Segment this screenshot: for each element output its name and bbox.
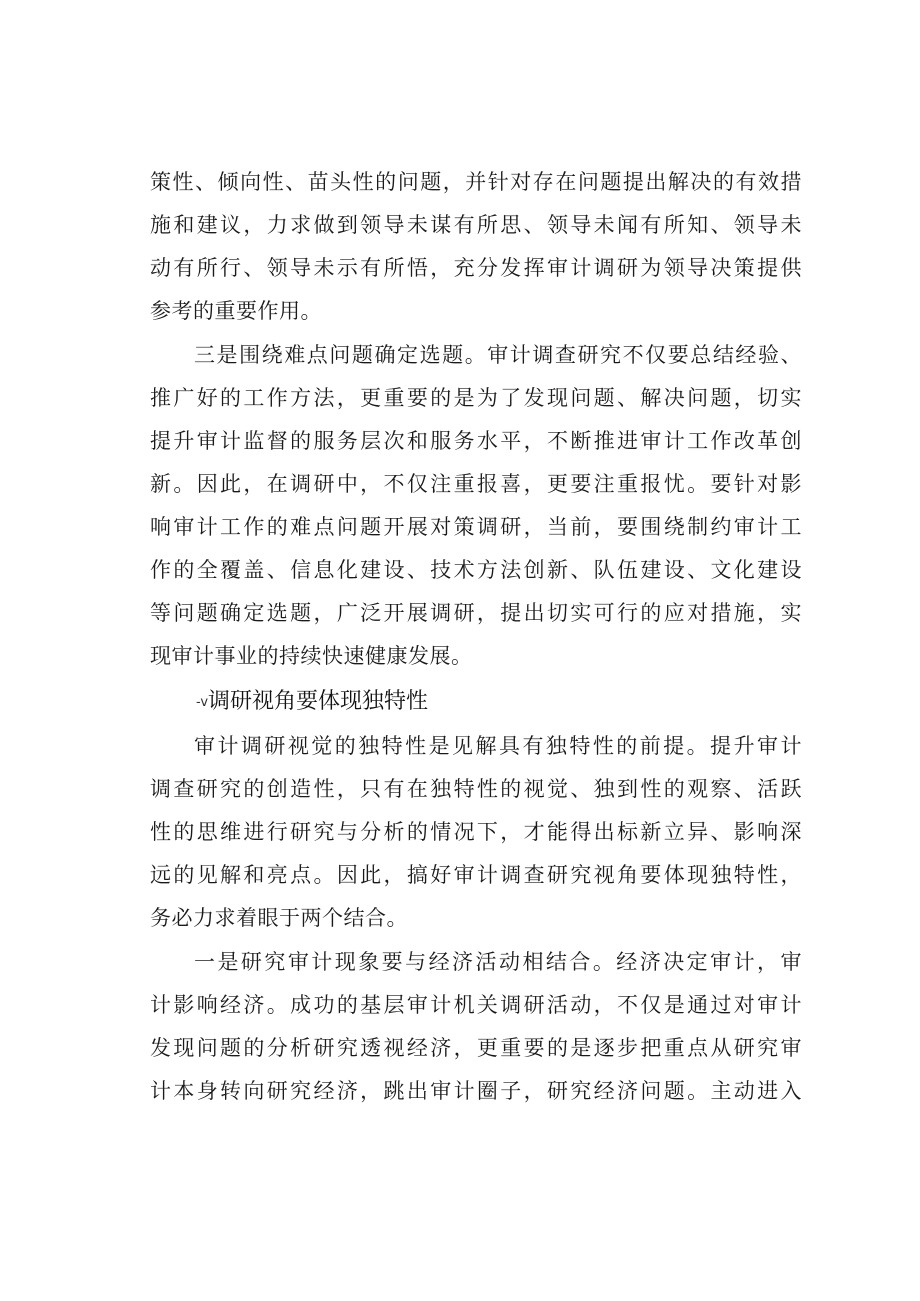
paragraph-line: 审计调研视觉的独特性是见解具有独特性的前提。提升审计 — [194, 734, 802, 758]
paragraph-line: 新。因此，在调研中，不仅注重报喜，更要注重报忧。要针对影 — [150, 472, 802, 496]
heading-text: 调研视角要体现独特性 — [208, 689, 429, 714]
paragraph-line: 三是围绕难点问题确定选题。审计调查研究不仅要总结经验、 — [194, 343, 802, 367]
heading-marker: -v — [196, 695, 209, 710]
paragraph-line: 施和建议，力求做到领导未谋有所思、领导未闻有所知、领导未 — [150, 213, 802, 237]
paragraph-line: 推广好的工作方法，更重要的是为了发现问题、解决问题，切实 — [150, 386, 802, 410]
paragraph-line: 等问题确定选题，广泛开展调研，提出切实可行的应对措施，实 — [150, 601, 802, 625]
section-heading — [196, 684, 428, 715]
paragraph-line: 作的全覆盖、信息化建设、技术方法创新、队伍建设、文化建设 — [150, 558, 802, 582]
paragraph-line: 计影响经济。成功的基层审计机关调研活动，不仅是通过对审计 — [150, 993, 802, 1017]
paragraph-line: 一是研究审计现象要与经济活动相结合。经济决定审计，审 — [194, 950, 802, 974]
paragraph-line: 动有所行、领导未示有所悟，充分发挥审计调研为领导决策提供 — [150, 256, 802, 280]
paragraph-line: 响审计工作的难点问题开展对策调研，当前，要围绕制约审计工 — [150, 515, 802, 539]
paragraph-line: 参考的重要作用。 — [150, 299, 322, 323]
paragraph-line: 计本身转向研究经济，跳出审计圈子，研究经济问题。主动进入 — [150, 1079, 802, 1103]
paragraph-line: 远的见解和亮点。因此，搞好审计调查研究视角要体现独特性， — [150, 863, 802, 887]
paragraph-line: 发现问题的分析研究透视经济，更重要的是逐步把重点从研究审 — [150, 1036, 802, 1060]
paragraph-line: 现审计事业的持续快速健康发展。 — [150, 644, 473, 668]
paragraph-line: 提升审计监督的服务层次和服务水平，不断推进审计工作改革创 — [150, 429, 802, 453]
paragraph-line: 调查研究的创造性，只有在独特性的视觉、独到性的观察、活跃 — [150, 777, 802, 801]
paragraph-line: 性的思维进行研究与分析的情况下，才能得出标新立异、影响深 — [150, 820, 802, 844]
paragraph-line: 策性、倾向性、苗头性的问题，并针对存在问题提出解决的有效措 — [150, 170, 802, 194]
paragraph-line: 务必力求着眼于两个结合。 — [150, 906, 408, 930]
